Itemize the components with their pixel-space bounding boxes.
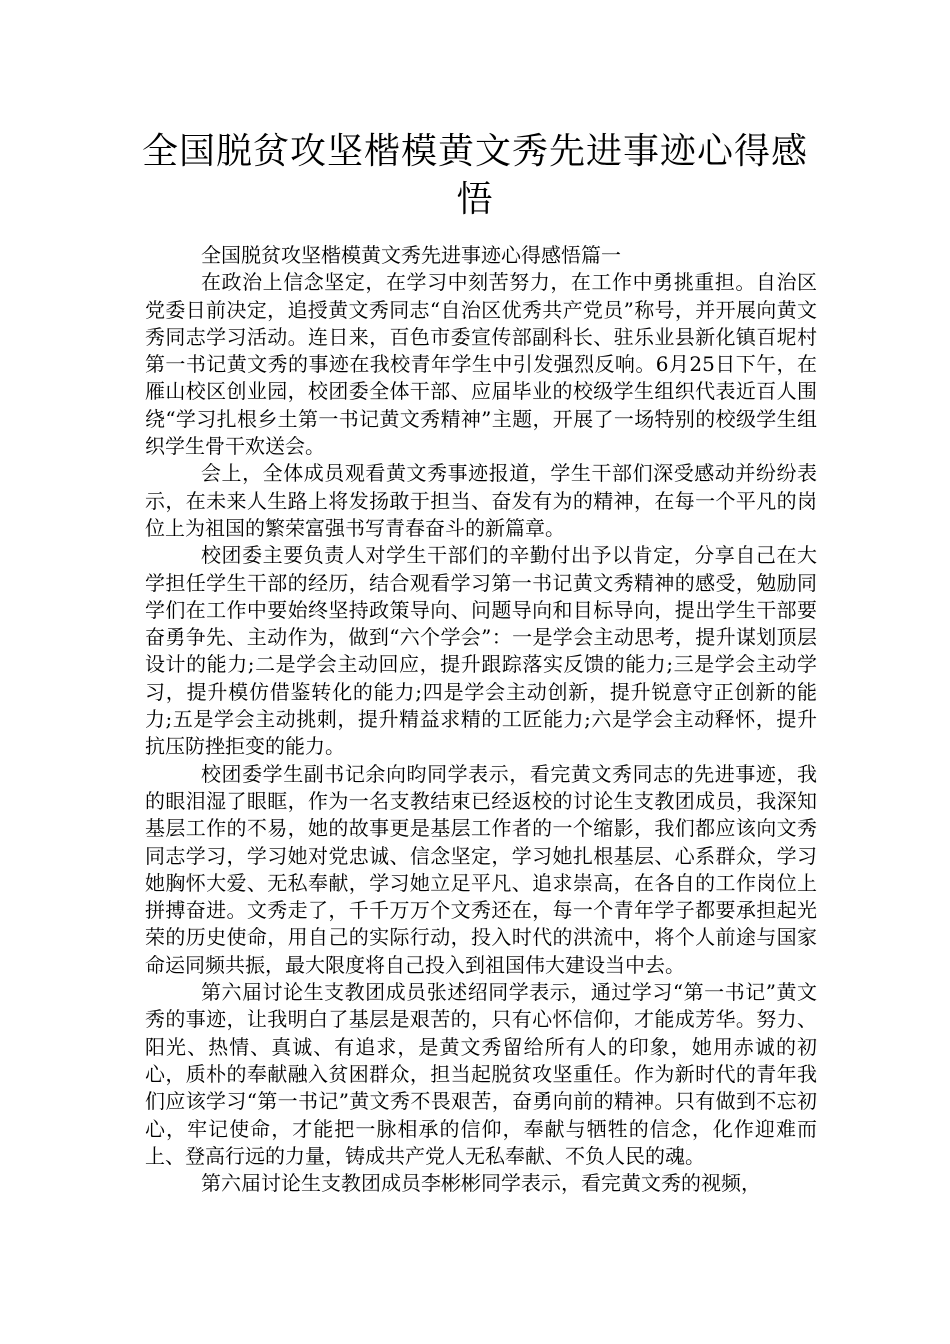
document-title: 全国脱贫攻坚楷模黄文秀先进事迹心得感悟	[141, 131, 808, 220]
paragraph-5: 第六届讨论生支教团成员张述绍同学表示，通过学习“第一书记”黄文秀的事迹，让我明白了基层是艰苦的，只有心怀信仰，才能成芳华。努力、阳光、热情、真诚、有追求，是黄文秀留给所有人的印象，她用赤诚的初心，质朴的奉献融入贫困群众，担当起脱贫攻坚重任。作为新时代的青年我们应该学习“第一书记”黄文秀不畏艰苦，奋勇向前的精神。只有做到不忘初心，牢记使命，才能把一脉相承的信仰，奉献与牺牲的信念，化作迎难而上、登高行远的力量，铸成共产党人无私奉献、不负人民的魂。	[145, 980, 817, 1168]
paragraph-1: 在政治上信念坚定，在学习中刻苦努力，在工作中勇挑重担。自治区党委日前决定，追授黄文秀同志“自治区优秀共产党员”称号，并开展向黄文秀同志学习活动。连日来，百色市委宣传部副科长、驻乐业县新化镇百坭村第一书记黄文秀的事迹在我校青年学生中引发强烈反响。6月25日下午，在雁山校区创业园，校团委全体干部、应届毕业的校级学生组织代表近百人围绕“学习扎根乡土第一书记黄文秀精神”主题，开展了一场特别的校级学生组织学生骨干欢送会。	[145, 270, 817, 459]
paragraph-2: 会上，全体成员观看黄文秀事迹报道，学生干部们深受感动并纷纷表示，在未来人生路上将发扬敢于担当、奋发有为的精神，在每一个平凡的岗位上为祖国的繁荣富强书写青春奋斗的新篇章。	[145, 461, 817, 540]
section-heading: 全国脱贫攻坚楷模黄文秀先进事迹心得感悟篇一	[201, 243, 621, 267]
paragraph-4: 校团委学生副书记余向昀同学表示，看完黄文秀同志的先进事迹，我的眼泪湿了眼眶，作为一名支教结束已经返校的讨论生支教团成员，我深知基层工作的不易，她的故事更是基层工作者的一个缩影，我们都应该向文秀同志学习，学习她对党忠诚、信念坚定，学习她扎根基层、心系群众，学习她胸怀大爱、无私奉献，学习她立足平凡、追求崇高，在各自的工作岗位上拼搏奋进。文秀走了，千千万万个文秀还在，每一个青年学子都要承担起光荣的历史使命，用自己的实际行动，投入时代的洪流中，将个人前途与国家命运同频共振，最大限度将自己投入到祖国伟大建设当中去。	[145, 761, 817, 977]
paragraph-3: 校团委主要负责人对学生干部们的辛勤付出予以肯定，分享自己在大学担任学生干部的经历，结合观看学习第一书记黄文秀精神的感受，勉励同学们在工作中要始终坚持政策导向、问题导向和目标导向，提出学生干部要奋勇争先、主动作为，做到“六个学会”：一是学会主动思考，提升谋划顶层设计的能力;二是学会主动回应，提升跟踪落实反馈的能力;三是学会主动学习，提升模仿借鉴转化的能力;四是学会主动创新，提升锐意守正创新的能力;五是学会主动挑刺，提升精益求精的工匠能力;六是学会主动释怀，提升抗压防挫拒变的能力。	[145, 543, 817, 759]
document-body	[145, 242, 817, 1197]
paragraph-6: 第六届讨论生支教团成员李彬彬同学表示，看完黄文秀的视频，	[201, 1171, 761, 1196]
